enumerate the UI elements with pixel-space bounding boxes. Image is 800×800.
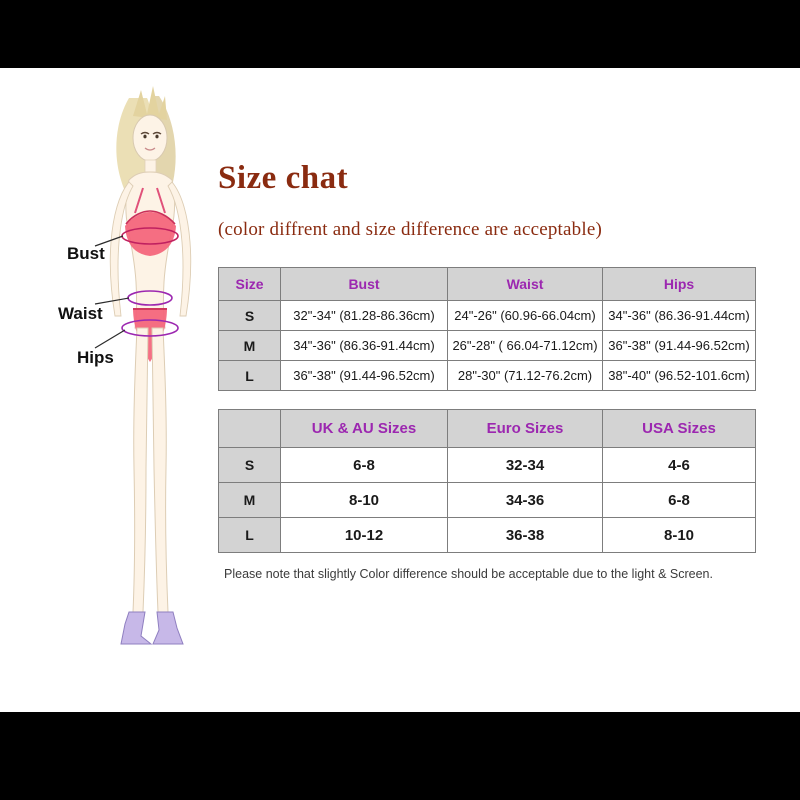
cell-size: S	[219, 448, 281, 483]
cell-hips: 36"-38" (91.44-96.52cm)	[603, 331, 756, 361]
header-cell-usa: USA Sizes	[603, 410, 756, 448]
cell-usa: 6-8	[603, 483, 756, 518]
cell-size: M	[219, 331, 281, 361]
cell-uk-au: 10-12	[281, 518, 448, 553]
cell-bust: 32"-34" (81.28-86.36cm)	[281, 301, 448, 331]
header-cell-uk-au: UK & AU Sizes	[281, 410, 448, 448]
color-difference-note: Please note that slightly Color difference should be acceptable due to the light & Screen.	[224, 567, 713, 581]
cell-euro: 36-38	[448, 518, 603, 553]
cell-euro: 34-36	[448, 483, 603, 518]
cell-hips: 38"-40" (96.52-101.6cm)	[603, 361, 756, 391]
cell-waist: 28"-30" (71.12-76.2cm)	[448, 361, 603, 391]
cell-bust: 34"-36" (86.36-91.44cm)	[281, 331, 448, 361]
cell-size: S	[219, 301, 281, 331]
table-header-row	[219, 410, 756, 448]
table-row	[219, 483, 756, 518]
cell-uk-au: 8-10	[281, 483, 448, 518]
cell-usa: 8-10	[603, 518, 756, 553]
cell-usa: 4-6	[603, 448, 756, 483]
header-cell-euro: Euro Sizes	[448, 410, 603, 448]
header-cell-size: Size	[219, 268, 281, 301]
cell-waist: 24"-26" (60.96-66.04cm)	[448, 301, 603, 331]
header-cell-empty	[219, 410, 281, 448]
cell-waist: 26"-28" ( 66.04-71.12cm)	[448, 331, 603, 361]
letterbox-top	[0, 0, 800, 68]
cell-euro: 32-34	[448, 448, 603, 483]
region-size-table	[218, 409, 756, 553]
waist-label: Waist	[58, 304, 103, 323]
table-row	[219, 518, 756, 553]
cell-size: M	[219, 483, 281, 518]
text-and-tables	[218, 68, 778, 581]
table-row	[219, 331, 756, 361]
cell-uk-au: 6-8	[281, 448, 448, 483]
page-title: Size chat	[218, 160, 349, 196]
chart-content	[0, 68, 800, 712]
figure-illustration	[55, 76, 245, 696]
page-subtitle: (color diffrent and size difference are acceptable)	[218, 219, 602, 240]
cell-hips: 34"-36" (86.36-91.44cm)	[603, 301, 756, 331]
cell-size: L	[219, 518, 281, 553]
cell-bust: 36"-38" (91.44-96.52cm)	[281, 361, 448, 391]
cell-size: L	[219, 361, 281, 391]
table-row	[219, 361, 756, 391]
table-row	[219, 301, 756, 331]
hips-leader-line	[95, 330, 125, 348]
header-cell-bust: Bust	[281, 268, 448, 301]
header-cell-hips: Hips	[603, 268, 756, 301]
bust-label: Bust	[67, 244, 105, 263]
header-cell-waist: Waist	[448, 268, 603, 301]
table-row	[219, 448, 756, 483]
measurement-table	[218, 267, 756, 391]
hips-label: Hips	[77, 348, 114, 367]
letterbox-bottom	[0, 712, 800, 800]
table-header-row	[219, 268, 756, 301]
